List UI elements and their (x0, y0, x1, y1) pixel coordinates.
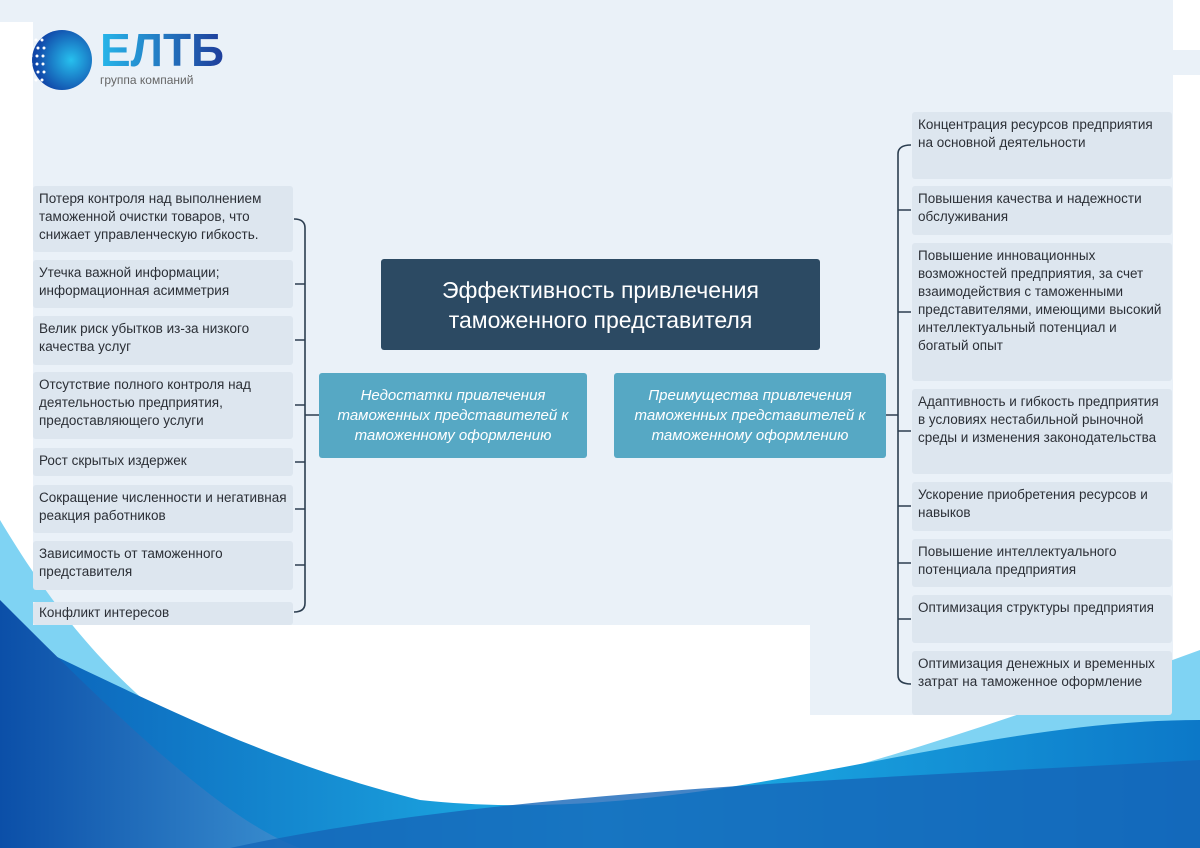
advantage-item: Повышение инновационных возможностей предприятия, за счет взаимодействия с таможенными представителями, имеющими высокий интеллектуальный потенциал и богатый опыт (912, 243, 1172, 381)
disadvantage-item: Конфликт интересов (33, 602, 293, 625)
advantage-item: Ускорение приобретения ресурсов и навыков (912, 482, 1172, 531)
advantage-item: Повышение интеллектуального потенциала предприятия (912, 539, 1172, 587)
advantage-item: Оптимизация структуры предприятия (912, 595, 1172, 643)
logo-name: ЕЛТБ (100, 24, 225, 76)
disadvantage-item: Зависимость от таможенного представителя (33, 541, 293, 590)
right-bracket (898, 145, 911, 684)
advantage-item: Адаптивность и гибкость предприятия в условиях нестабильной рыночной среды и изменения законодательства (912, 389, 1172, 474)
disadvantage-item: Утечка важной информации; информационная асимметрия (33, 260, 293, 308)
disadvantages-heading-text: Недостатки привлечения таможенных представителей к таможенному оформлению (337, 386, 569, 444)
logo-subtitle: группа компаний (100, 73, 194, 87)
disadvantage-item: Рост скрытых издержек (33, 448, 293, 476)
advantage-item: Концентрация ресурсов предприятия на основной деятельности (912, 112, 1172, 179)
advantage-item: Оптимизация денежных и временных затрат на таможенное оформление (912, 651, 1172, 715)
left-bracket (294, 219, 305, 612)
disadvantage-item: Сокращение численности и негативная реакция работников (33, 485, 293, 533)
title-text: Эффективность привлечения таможенного представителя (441, 276, 759, 333)
advantages-heading-text: Преимущества привлечения таможенных представителей к таможенному оформлению (634, 386, 866, 444)
disadvantage-item: Потеря контроля над выполнением таможенной очистки товаров, что снижает управленческую гибкость. (33, 186, 293, 252)
disadvantage-item: Отсутствие полного контроля над деятельностью предприятия, предоставляющего услуги (33, 372, 293, 439)
advantage-item: Повышения качества и надежности обслуживания (912, 186, 1172, 235)
disadvantage-item: Велик риск убытков из-за низкого качества услуг (33, 316, 293, 365)
